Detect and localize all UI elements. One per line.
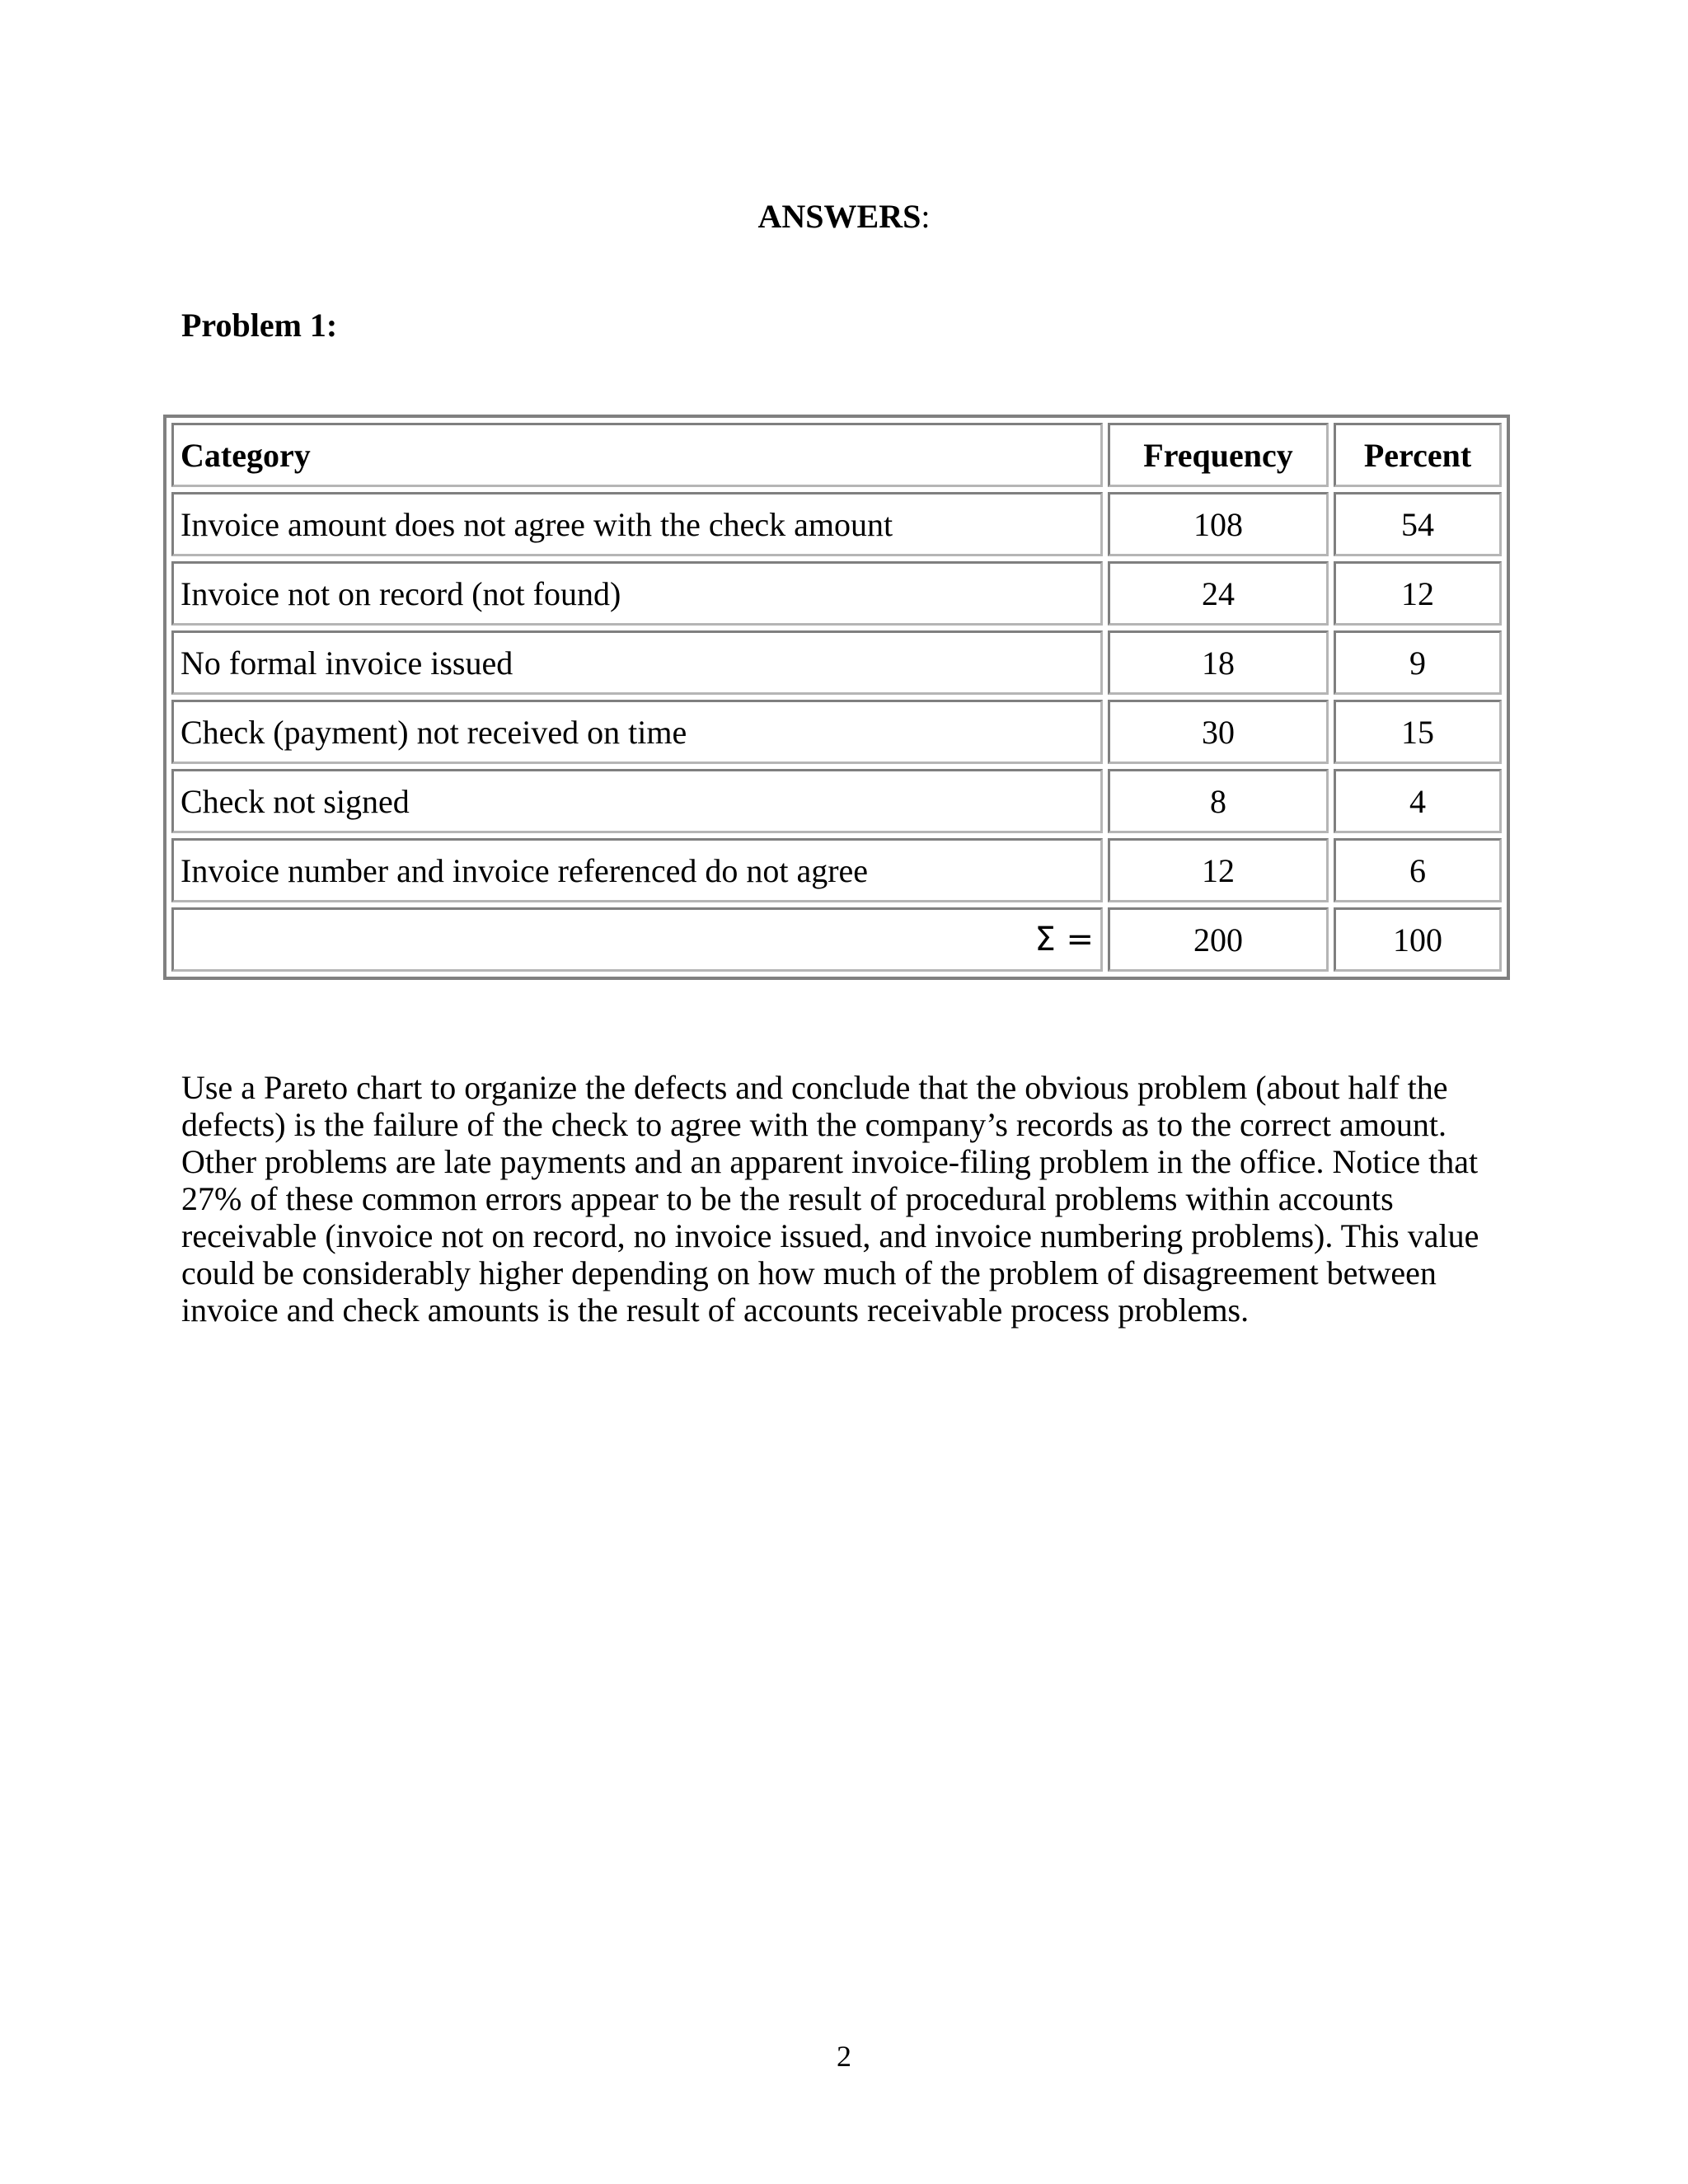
table-row (171, 630, 1502, 695)
title-bold-text: ANSWERS (757, 198, 921, 235)
table-header-row (171, 423, 1502, 487)
table-row (171, 769, 1502, 833)
explanation-paragraph: Use a Pareto chart to organize the defects and conclude that the obvious problem (about half the defects) is the failure of the check to agree with the company’s records as to the correct amount. Other problems are late payments and an apparent invoice-filing problem in the office. Notice that 27% of these common errors appear to be the result of procedural problems within accounts receivable (invoice not on record, no invoice issued, and invoice numbering problems). This value could be considerably higher depending on how much of the problem of disagreement between invoice and check amounts is the result of accounts receivable process problems. (181, 1069, 1479, 1329)
row-category: Invoice number and invoice referenced do not agree (171, 838, 1103, 902)
row-percent: 15 (1334, 700, 1502, 764)
row-frequency: 30 (1108, 700, 1329, 764)
row-percent: 9 (1334, 630, 1502, 695)
page-title (0, 196, 1688, 237)
table-row (171, 492, 1502, 556)
total-percent: 100 (1334, 907, 1502, 972)
row-frequency: 8 (1108, 769, 1329, 833)
row-category: Invoice not on record (not found) (171, 561, 1103, 626)
header-percent: Percent (1334, 423, 1502, 487)
row-frequency: 18 (1108, 630, 1329, 695)
title-suffix: : (921, 198, 931, 235)
table-row (171, 700, 1502, 764)
row-frequency: 24 (1108, 561, 1329, 626)
row-category: Check not signed (171, 769, 1103, 833)
page-number: 2 (837, 2040, 851, 2073)
row-percent: 4 (1334, 769, 1502, 833)
problem-heading: Problem 1: (181, 307, 338, 344)
table-row (171, 838, 1502, 902)
table-row (171, 561, 1502, 626)
table-total-row (171, 907, 1502, 972)
answers-table-container (163, 415, 1508, 980)
row-percent: 54 (1334, 492, 1502, 556)
total-label: Σ = (171, 907, 1103, 972)
row-frequency: 108 (1108, 492, 1329, 556)
header-frequency: Frequency (1108, 423, 1329, 487)
row-category: Invoice amount does not agree with the check amount (171, 492, 1103, 556)
row-percent: 12 (1334, 561, 1502, 626)
row-frequency: 12 (1108, 838, 1329, 902)
row-percent: 6 (1334, 838, 1502, 902)
total-frequency: 200 (1108, 907, 1329, 972)
header-category: Category (171, 423, 1103, 487)
row-category: Check (payment) not received on time (171, 700, 1103, 764)
row-category: No formal invoice issued (171, 630, 1103, 695)
answers-table (163, 415, 1510, 980)
